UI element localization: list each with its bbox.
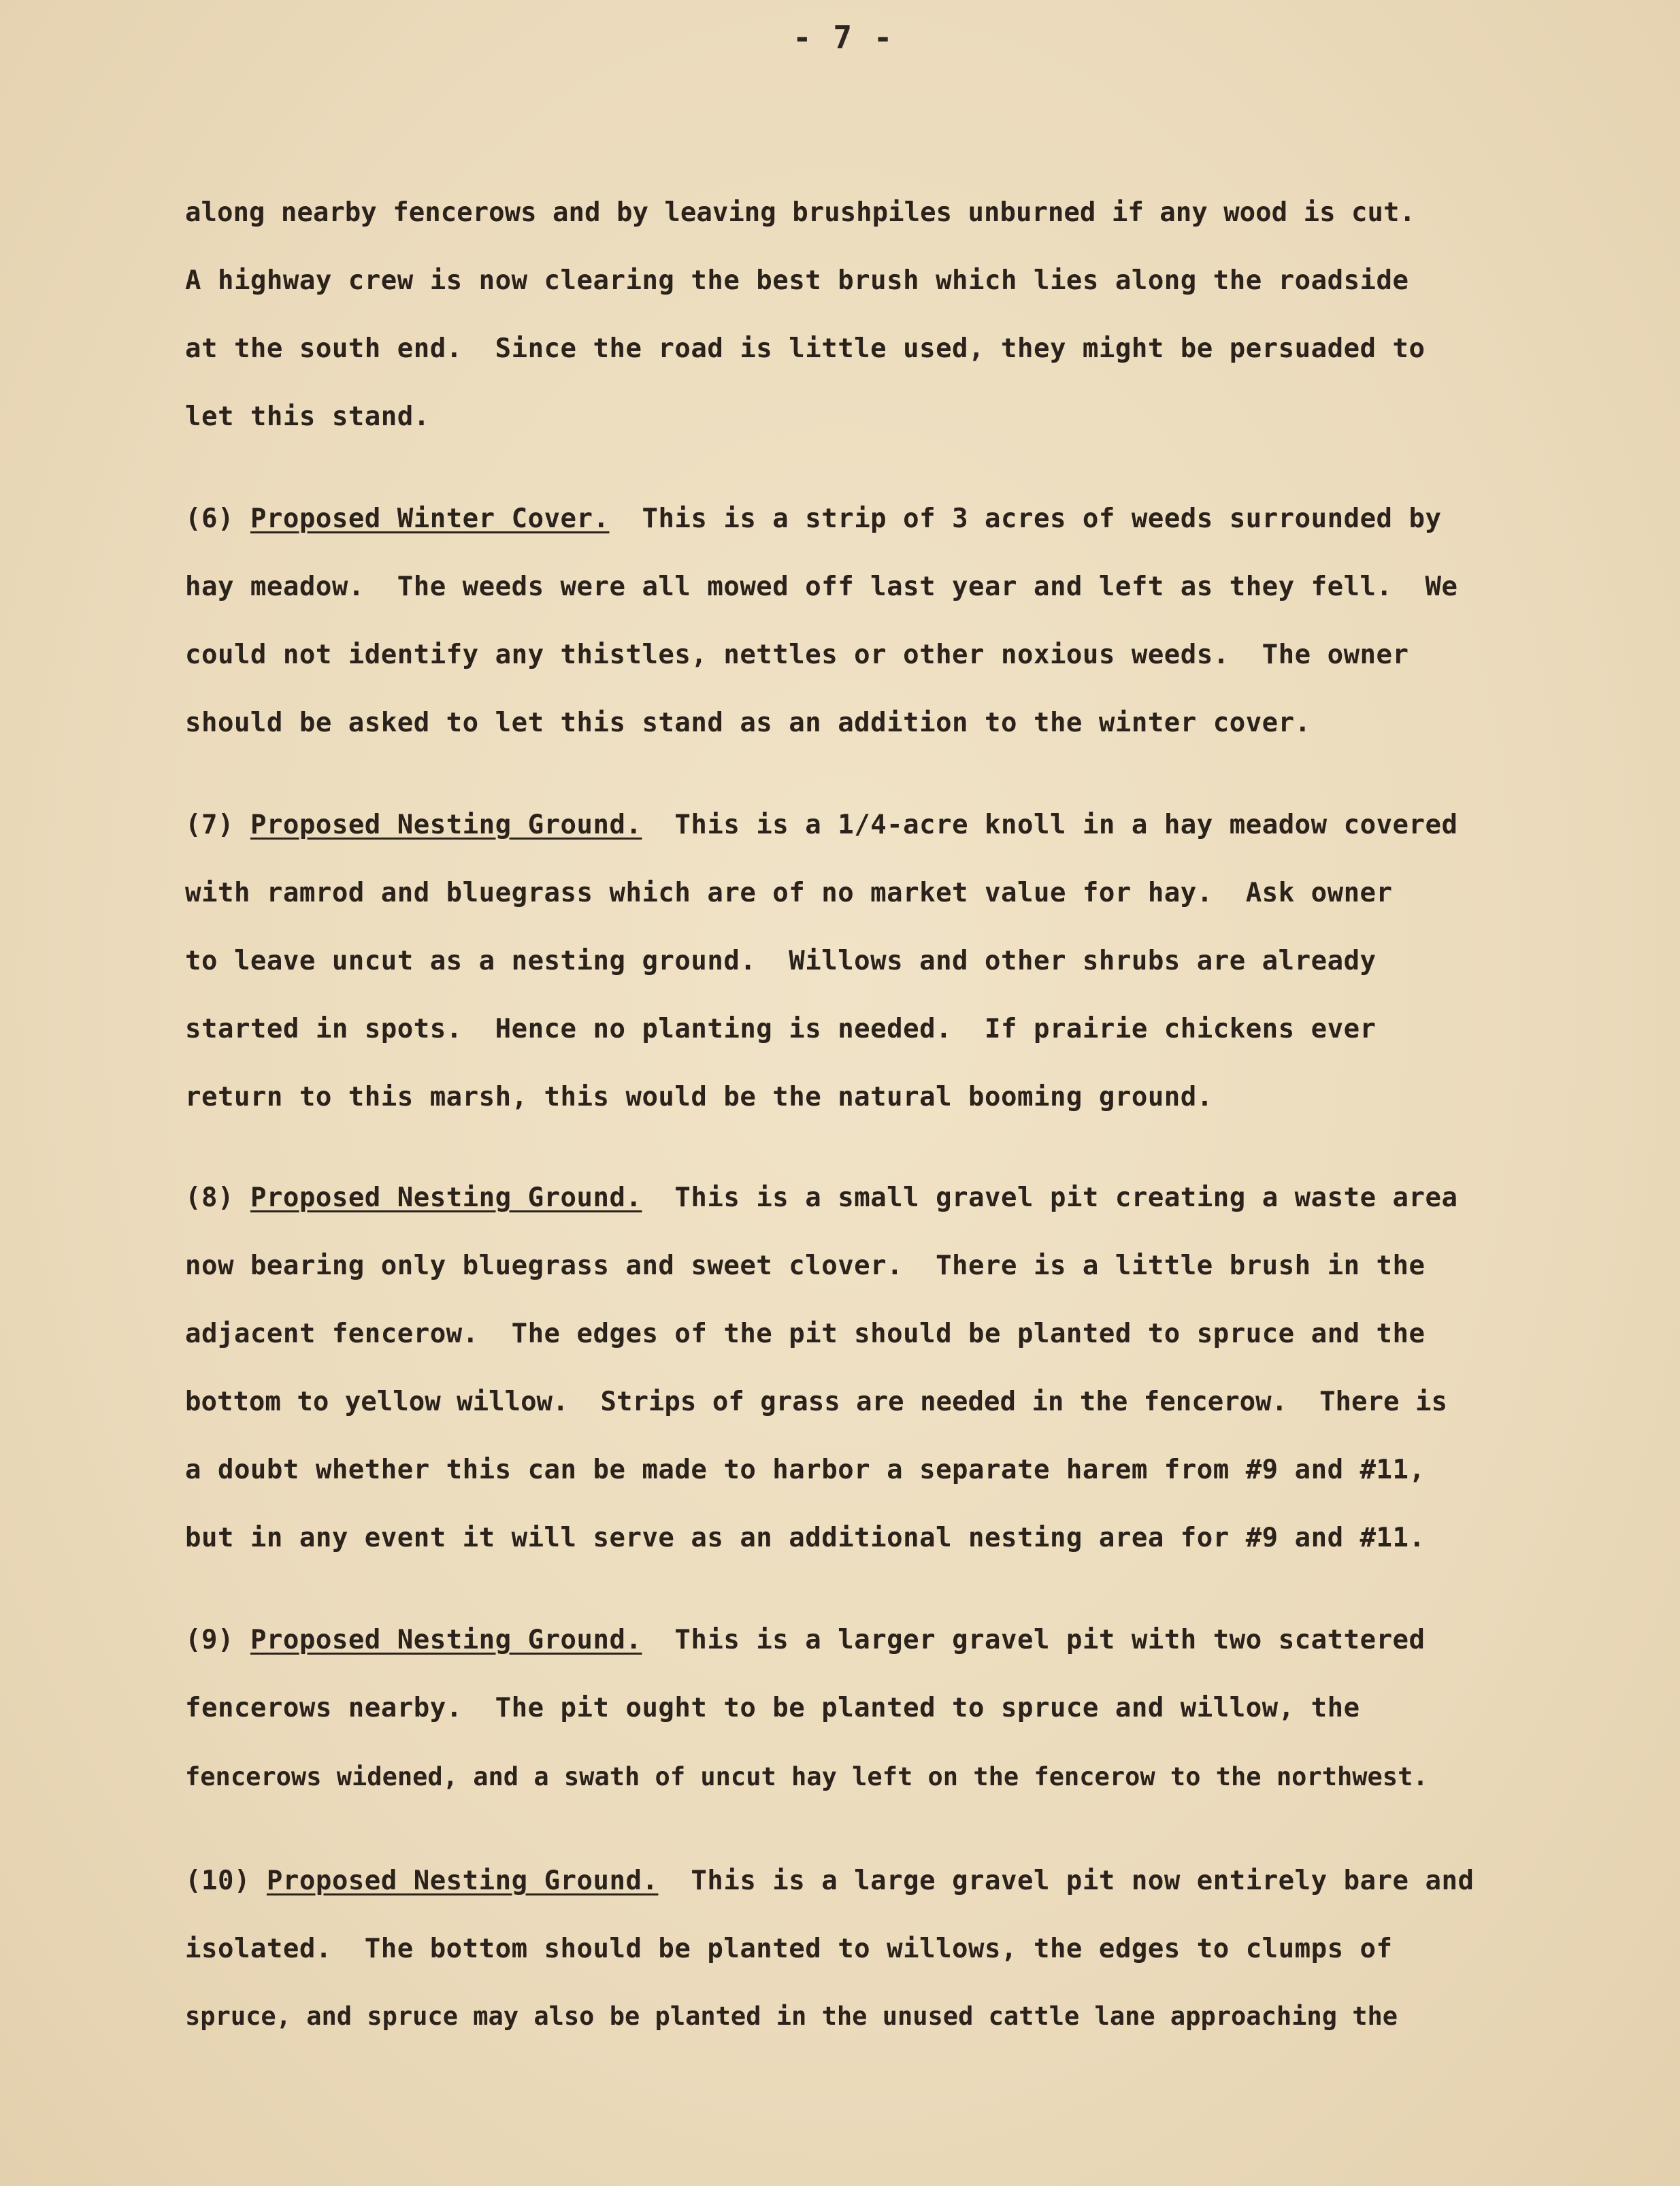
text-line: return to this marsh, this would be the natural booming ground. [185, 1082, 1213, 1112]
text-segment: This is a larger gravel pit with two scattered [642, 1625, 1426, 1655]
text-line: started in spots. Hence no planting is needed. If prairie chickens ever [185, 1014, 1377, 1044]
text-line: a doubt whether this can be made to harbor a separate harem from #9 and #11, [185, 1455, 1426, 1485]
item-number: (8) [185, 1182, 234, 1213]
section-heading: Proposed Nesting Ground. [266, 1866, 659, 1896]
section-heading: Proposed Winter Cover. [250, 503, 610, 534]
text-segment: This is a small gravel pit creating a waste area [642, 1182, 1458, 1213]
text-line: spruce, and spruce may also be planted in the unused cattle lane approaching the [185, 2002, 1398, 2031]
section-heading: Proposed Nesting Ground. [250, 1182, 642, 1213]
paragraph-10-first-line [185, 1866, 1474, 1896]
text-line: could not identify any thistles, nettles or other noxious weeds. The owner [185, 640, 1409, 670]
section-heading: Proposed Nesting Ground. [250, 810, 642, 840]
item-number: (9) [185, 1625, 234, 1655]
text-line: isolated. The bottom should be planted to willows, the edges to clumps of [185, 1934, 1393, 1964]
text-line: bottom to yellow willow. Strips of grass are needed in the fencerow. There is [185, 1387, 1447, 1417]
text-segment: This is a large gravel pit now entirely bare and [658, 1866, 1475, 1896]
text-line: let this stand. [185, 401, 430, 432]
paragraph-9-first-line [185, 1625, 1426, 1655]
paragraph-8-first-line [185, 1182, 1457, 1213]
text-line: fencerows nearby. The pit ought to be planted to spruce and willow, the [185, 1693, 1360, 1723]
page-number: - 7 - [793, 19, 894, 56]
paragraph-6-first-line [185, 503, 1441, 534]
text-line: now bearing only bluegrass and sweet clover. There is a little brush in the [185, 1251, 1426, 1281]
text-line: fencerows widened, and a swath of uncut hay left on the fencerow to the northwest. [185, 1762, 1428, 1791]
text-line: along nearby fencerows and by leaving brushpiles unburned if any wood is cut. [185, 197, 1415, 228]
text-line: at the south end. Since the road is little used, they might be persuaded to [185, 333, 1426, 364]
item-number: (7) [185, 810, 234, 840]
text-segment: This is a 1/4-acre knoll in a hay meadow covered [642, 810, 1458, 840]
item-number: (6) [185, 503, 234, 534]
text-line: with ramrod and bluegrass which are of no market value for hay. Ask owner [185, 878, 1393, 908]
text-line: should be asked to let this stand as an addition to the winter cover. [185, 708, 1311, 738]
text-line: A highway crew is now clearing the best brush which lies along the roadside [185, 265, 1409, 296]
text-line: adjacent fencerow. The edges of the pit should be planted to spruce and the [185, 1319, 1426, 1349]
text-line: hay meadow. The weeds were all mowed off last year and left as they fell. We [185, 572, 1458, 602]
paragraph-7-first-line [185, 810, 1457, 840]
text-line: to leave uncut as a nesting ground. Willows and other shrubs are already [185, 946, 1377, 976]
section-heading: Proposed Nesting Ground. [250, 1625, 642, 1655]
item-number: (10) [185, 1866, 250, 1896]
text-segment: This is a strip of 3 acres of weeds surrounded by [609, 503, 1442, 534]
text-line: but in any event it will serve as an additional nesting area for #9 and #11. [185, 1523, 1426, 1553]
